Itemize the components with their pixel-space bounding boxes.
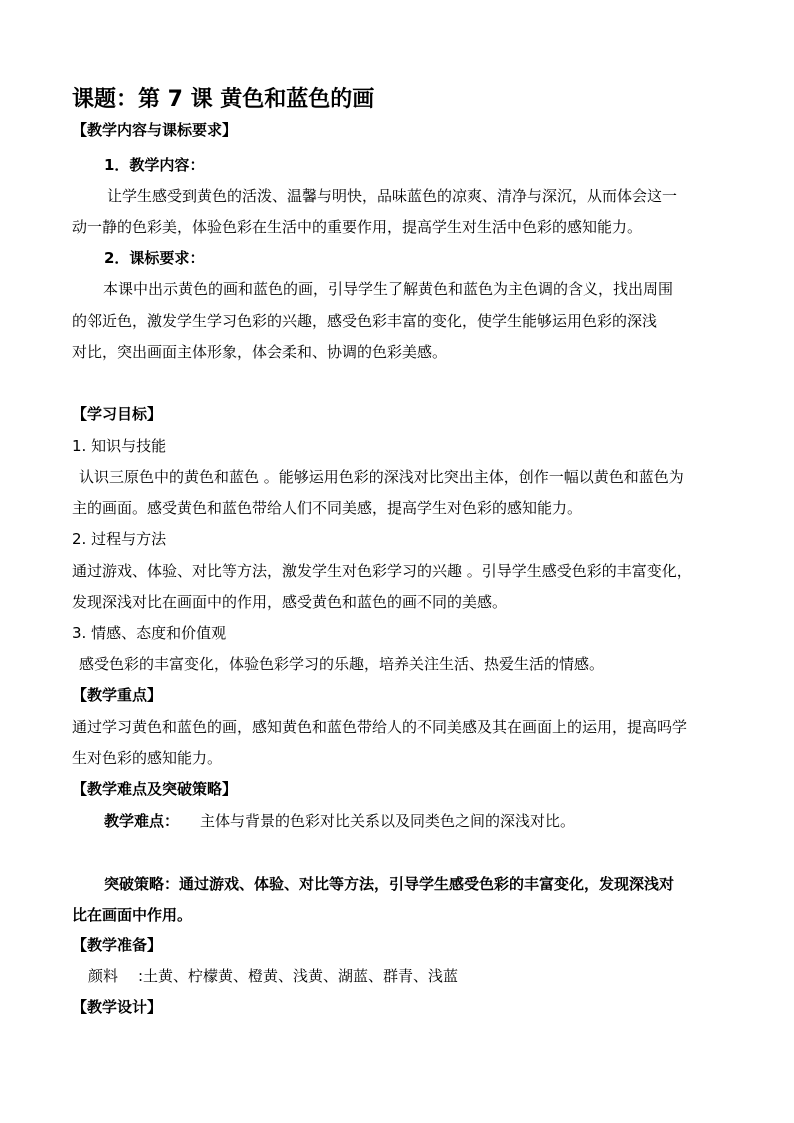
section-heading-key-points: 【教学重点】	[72, 686, 163, 704]
materials-label: 颜料	[88, 967, 119, 985]
objective-item-title: 1. 知识与技能	[72, 437, 167, 455]
materials-list: :土黄、柠檬黄、橙黄、浅黄、湖蓝、群青、浅蓝	[138, 967, 459, 985]
strategy-line: 突破策略：通过游戏、体验、对比等方法，引导学生感受色彩的丰富变化，发现深浅对	[104, 875, 675, 893]
section-heading-difficulties: 【教学难点及突破策略】	[72, 780, 238, 798]
subheading-curriculum: 2．课标要求：	[104, 249, 205, 267]
section-heading-preparation: 【教学准备】	[72, 936, 163, 954]
difficulty-label: 教学难点：	[104, 812, 180, 830]
paragraph-line: 感受色彩的丰富变化，体验色彩学习的乐趣，培养关注生活、热爱生活的情感。	[79, 655, 605, 673]
paragraph-line: 对比，突出画面主体形象，体会柔和、协调的色彩美感。	[72, 343, 448, 361]
paragraph-line: 本课中出示黄色的画和蓝色的画，引导学生了解黄色和蓝色为主色调的含义，找出周围	[103, 280, 674, 298]
paragraph-line: 的邻近色，激发学生学习色彩的兴趣，感受色彩丰富的变化，使学生能够运用色彩的深浅	[72, 312, 658, 330]
objective-item-title: 2. 过程与方法	[72, 530, 167, 548]
section-heading-objectives: 【学习目标】	[72, 405, 163, 423]
paragraph-line: 生对色彩的感知能力。	[72, 749, 223, 767]
paragraph-line: 发现深浅对比在画面中的作用，感受黄色和蓝色的画不同的美感。	[72, 593, 508, 611]
section-heading-content: 【教学内容与课标要求】	[72, 121, 238, 139]
paragraph-line: 主的画面。感受黄色和蓝色带给人们不同美感，提高学生对色彩的感知能力。	[72, 499, 583, 517]
paragraph-line: 让学生感受到黄色的活泼、温馨与明快，品味蓝色的凉爽、清净与深沉，从而体会这一	[107, 187, 678, 205]
section-heading-design: 【教学设计】	[72, 998, 163, 1016]
page-title: 课题：第 7 课 黄色和蓝色的画	[72, 87, 375, 112]
objective-item-title: 3. 情感、态度和价值观	[72, 624, 227, 642]
paragraph-line: 通过学习黄色和蓝色的画，感知黄色和蓝色带给人的不同美感及其在画面上的运用，提高吗学	[72, 718, 688, 736]
paragraph-line: 通过游戏、体验、对比等方法，激发学生对色彩学习的兴趣 。引导学生感受色彩的丰富变化，	[72, 562, 692, 580]
paragraph-line: 动一静的色彩美，体验色彩在生活中的重要作用，提高学生对生活中色彩的感知能力。	[72, 218, 643, 236]
strategy-line: 比在画面中作用。	[72, 906, 193, 924]
paragraph-line: 认识三原色中的黄色和蓝色 。能够运用色彩的深浅对比突出主体，创作一幅以黄色和蓝色为	[79, 468, 684, 486]
difficulty-text: 主体与背景的色彩对比关系以及同类色之间的深浅对比。	[200, 812, 576, 830]
subheading-teaching-content: 1．教学内容：	[104, 156, 205, 174]
